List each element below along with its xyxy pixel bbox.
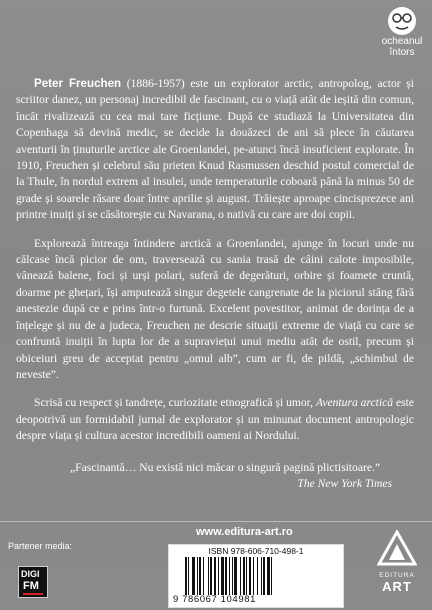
paragraph-adventures: Explorează întreaga întindere arctică a Groenlandei, ajunge în locuri unde nu călcase încă picior de om, traversează cu sania trasă de câini calote imposibile, vânează balene, foci și urși polari, suferă de degerături, orbire și foamete cruntă, doarme pe ghețari, își amputează singur degetele cangrenate de la piciorul stâng fără anestezie după ce e prins într-o furtună. Excelent povestitor, animat de dorința de a înțelege și nu de a judeca, Freuchen ne descrie situații extreme de viață cu care se confruntă inuiții în lupta lor de a supraviețui unui mediu atât de ostil, precum și obiceiuri greu de acceptat pentru „omul alb”, cum ar fi, de pildă, „schimbul de neveste”. (16, 236, 414, 381)
publisher-website[interactable]: www.editura-art.ro (196, 526, 293, 538)
digi-fm-logo: DIGI FM (18, 566, 48, 598)
partner-label: Partener media: (8, 541, 73, 551)
paragraph-summary: Scrisă cu respect și tandrețe, curiozitate etnografică și umor, Aventura arctică este deopotrivă un formidabil jurnal de explorator și un minunat document antropologic despre viața și cultura acestor incredibili oameni ai Nordului. (16, 396, 414, 443)
publisher-name: ART (382, 579, 412, 594)
author-bio-text: (1886-1957) este un explorator arctic, antropolog, actor și scriitor danez, un personaj incredibil de fascinant, cu o viață atât de ieșită din comun, încât rivalizează cu cea mai tare ficțiune. După ce studiază la Universitatea din Copenhaga să devină medic, se decide la douăzeci de ani să plece în căutarea aventurii în ținuturile arctice ale Groenlandei, pe-atunci încă insuficient explorate. În 1910, Freuchen și celebrul său prieten Knud Rasmussen deschid postul comercial de la Thule, în nordul extrem al insulei, unde temperaturile coboară până la minus 50 de grade și soarele răsare doar între aprilie și august. Trăiește aproape cincisprezece ani printre inuiți și se căsătorește cu Navarana, o nativă cu care are doi copii. (16, 77, 415, 222)
publisher-logo (362, 530, 432, 594)
ean-number: 9 786067 104981 (173, 594, 256, 605)
imprint-name-line1: ocheanul (381, 36, 423, 47)
imprint-logo (372, 6, 432, 76)
blurb-text (16, 76, 414, 445)
triangle-logo-icon (377, 530, 417, 566)
book-title: Aventura arctică (315, 396, 394, 410)
publisher-label: EDITURA (379, 572, 415, 579)
isbn: ISBN 978-606-710-498-1 (208, 546, 304, 556)
barcode (168, 544, 344, 608)
quote-source: The New York Times (297, 477, 392, 491)
review-quote (70, 460, 392, 493)
quote-text: „Fascinantă… Nu există nici măcar o singură pagină plictisitoare.” (70, 461, 381, 474)
author-name: Peter Freuchen (34, 77, 122, 90)
imprint-name-line2: întors (389, 47, 415, 58)
divider (0, 521, 432, 522)
eye-icon (387, 6, 417, 36)
paragraph-author-bio (16, 76, 414, 224)
barcode-bars (185, 557, 335, 595)
